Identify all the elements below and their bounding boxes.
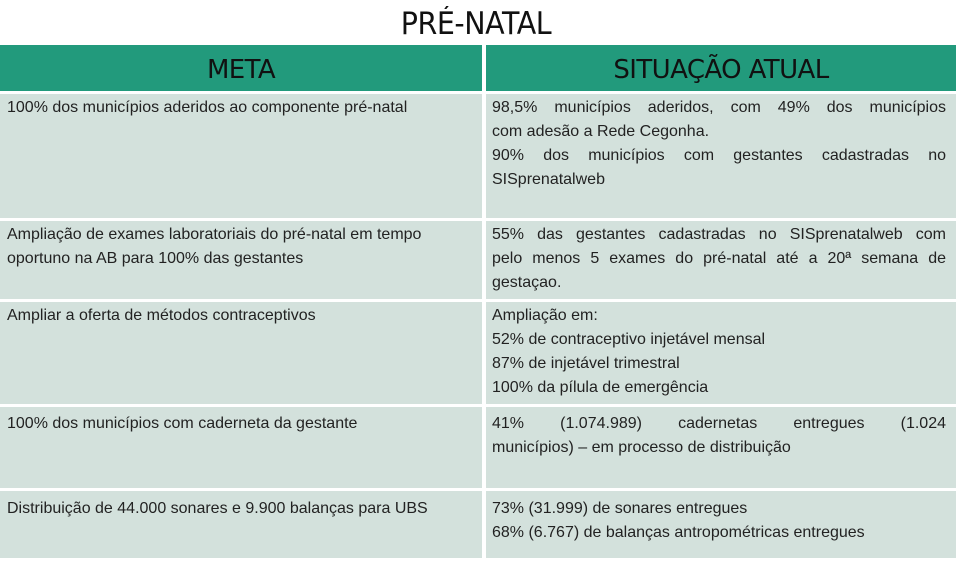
slide-title: PRÉ-NATAL [400,6,552,42]
goals-status-table [0,42,960,561]
situacao-line: gestaçao. [492,274,562,291]
meta-cell: Ampliação de exames laboratoriais do pré-natal em tempo oportuno na AB para 100% das gestantes [0,221,482,299]
situacao-line: 73% (31.999) de sonares entregues [492,500,748,517]
situacao-line: Ampliação em: [492,307,598,324]
situacao-line: SISprenatalweb [492,171,605,188]
meta-cell: 100% dos municípios com caderneta da gestante [0,407,482,488]
table-row [0,221,956,299]
table-row [0,491,956,558]
situacao-cell [486,302,956,404]
situacao-line: com adesão a Rede Cegonha. [492,123,710,140]
table-header-row [0,45,956,91]
situacao-line: 90% dos municípios com gestantes cadastradas no [492,147,946,164]
header-situacao-atual: SITUAÇÃO ATUAL [486,45,956,91]
meta-cell: Ampliar a oferta de métodos contraceptivos [0,302,482,404]
meta-cell: 100% dos municípios aderidos ao componente pré-natal [0,94,482,218]
situacao-line: 41% (1.074.989) cadernetas entregues (1.024 [492,415,946,432]
situacao-line: municípios) – em processo de distribuição [492,439,791,456]
table-row [0,94,956,218]
situacao-cell [486,221,956,299]
situacao-line: 100% da pílula de emergência [492,379,709,396]
situacao-cell [486,94,956,218]
situacao-cell [486,491,956,558]
header-meta: META [0,45,482,91]
table-row [0,302,956,404]
situacao-line: pelo menos 5 exames do pré-natal até a 20ª semana de [492,250,946,267]
situacao-line: 68% (6.767) de balanças antropométricas entregues [492,524,865,541]
situacao-line: 55% das gestantes cadastradas no SISprenatalweb com [492,226,946,243]
situacao-line: 98,5% municípios aderidos, com 49% dos municípios [492,99,946,116]
table-row [0,407,956,488]
situacao-line: 87% de injetável trimestral [492,355,680,372]
situacao-cell [486,407,956,488]
situacao-line: 52% de contraceptivo injetável mensal [492,331,766,348]
meta-cell: Distribuição de 44.000 sonares e 9.900 balanças para UBS [0,491,482,558]
